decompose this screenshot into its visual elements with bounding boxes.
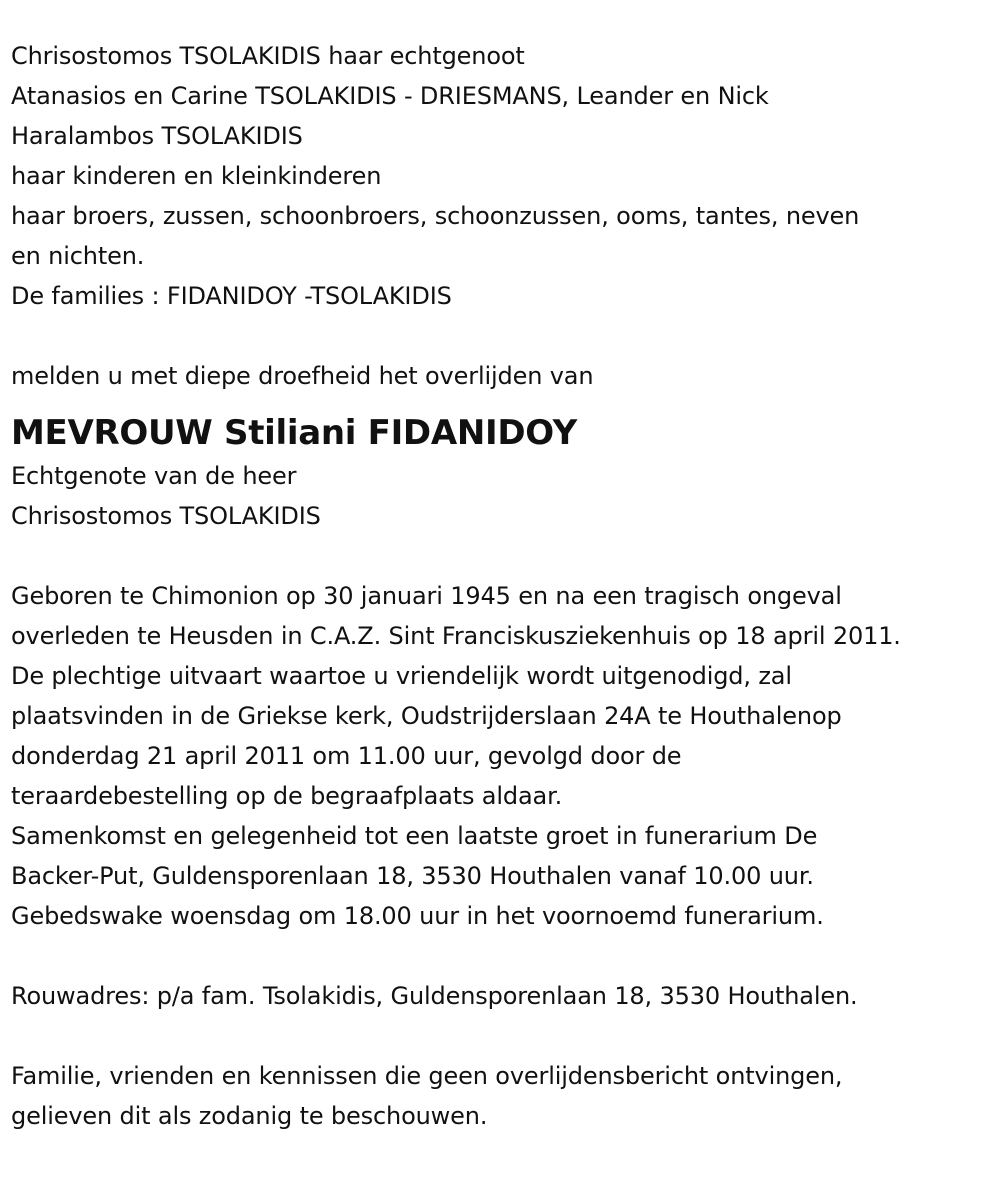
announcer-line: Haralambos TSOLAKIDIS [11, 122, 303, 150]
deceased-block [11, 410, 1000, 536]
closing-line: gelieven dit als zodanig te beschouwen. [11, 1102, 488, 1130]
announcer-line: haar kinderen en kleinkinderen [11, 162, 382, 190]
details-line: Gebedswake woensdag om 18.00 uur in het voornoemd funerarium. [11, 902, 824, 930]
details-line: plaatsvinden in de Griekse kerk, Oudstrijderslaan 24A te Houthalenop [11, 702, 842, 730]
spacer [11, 1016, 1000, 1056]
details-line: teraardebestelling op de begraafplaats aldaar. [11, 782, 563, 810]
announcer-line: De families : FIDANIDOY -TSOLAKIDIS [11, 282, 452, 310]
announcer-line: Atanasios en Carine TSOLAKIDIS - DRIESMANS, Leander en Nick [11, 82, 769, 110]
details-line: overleden te Heusden in C.A.Z. Sint Franciskusziekenhuis op 18 april 2011. [11, 622, 901, 650]
announcers-block [11, 36, 1000, 316]
spacer [11, 316, 1000, 356]
details-block [11, 576, 1000, 936]
closing-block [11, 1056, 1000, 1136]
deceased-name: MEVROUW Stiliani FIDANIDOY [11, 413, 578, 453]
announcer-line: haar broers, zussen, schoonbroers, schoonzussen, ooms, tantes, neven [11, 202, 860, 230]
announcer-line: Chrisostomos TSOLAKIDIS haar echtgenoot [11, 42, 525, 70]
spacer [11, 536, 1000, 576]
relation-line: Echtgenote van de heer [11, 462, 297, 490]
relation-line: Chrisostomos TSOLAKIDIS [11, 502, 321, 530]
announcer-line: en nichten. [11, 242, 145, 270]
mourning-address: Rouwadres: p/a fam. Tsolakidis, Guldensporenlaan 18, 3530 Houthalen. [11, 982, 858, 1010]
details-line: Geboren te Chimonion op 30 januari 1945 en na een tragisch ongeval [11, 582, 842, 610]
details-line: De plechtige uitvaart waartoe u vriendelijk wordt uitgenodigd, zal [11, 662, 792, 690]
details-line: Samenkomst en gelegenheid tot een laatste groet in funerarium De [11, 822, 818, 850]
intro-text: melden u met diepe droefheid het overlijden van [11, 362, 594, 390]
details-line: donderdag 21 april 2011 om 11.00 uur, gevolgd door de [11, 742, 682, 770]
details-line: Backer-Put, Guldensporenlaan 18, 3530 Houthalen vanaf 10.00 uur. [11, 862, 814, 890]
closing-line: Familie, vrienden en kennissen die geen overlijdensbericht ontvingen, [11, 1062, 843, 1090]
spacer [11, 936, 1000, 976]
